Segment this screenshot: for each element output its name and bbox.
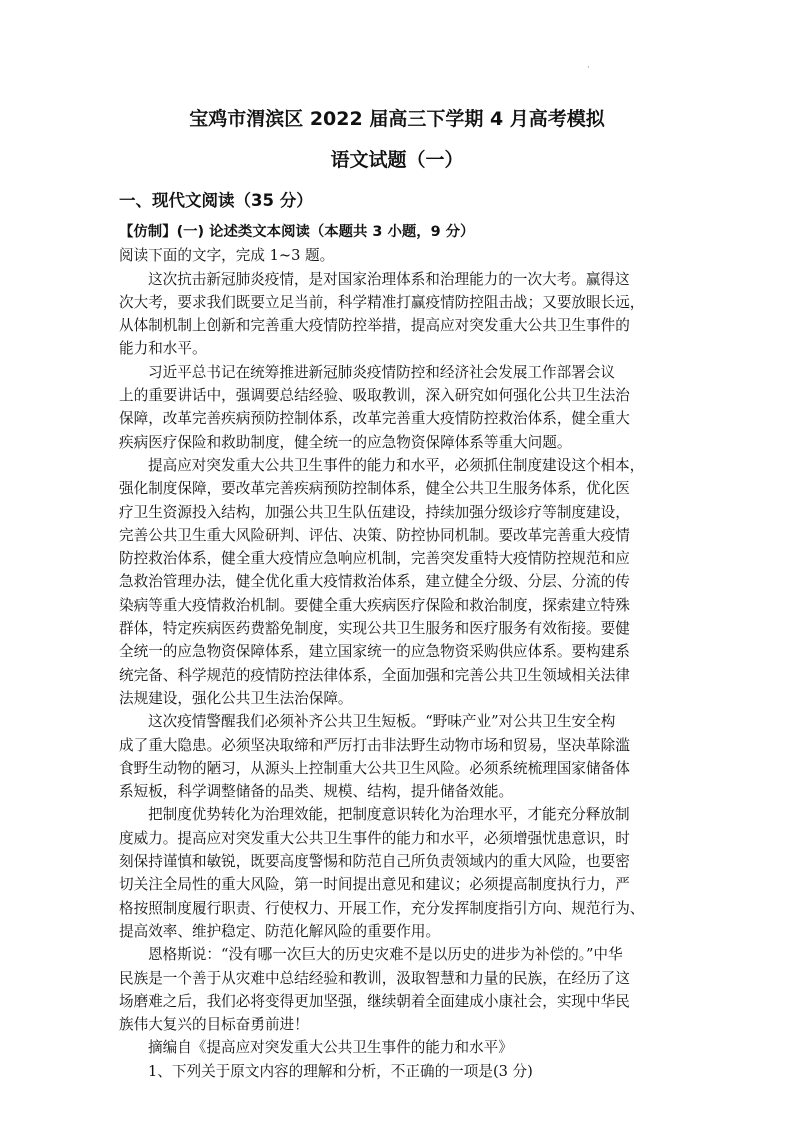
text-line: 强化制度保障，要改革完善疾病预防控制体系，健全公共卫生服务体系，优化医 <box>119 480 630 498</box>
text-line: 族伟大复兴的目标奋勇前进！ <box>119 1016 309 1034</box>
text-line: 恩格斯说：“没有哪一次巨大的历史灾难不是以历史的进步为补偿的。”中华 <box>148 946 623 964</box>
text-line: 疾病医疗保险和救助制度，健全统一的应急物资保障体系等重大问题。 <box>119 433 572 451</box>
text-line: 这次抗击新冠肺炎疫情，是对国家治理体系和治理能力的一次大考。赢得这 <box>148 270 630 288</box>
text-line: 完善公共卫生重大风险研判、评估、决策、防控协同机制。要改革完善重大疫情 <box>119 526 630 544</box>
subsection-heading: 【仿制】(一) 论述类文本阅读（本题共 3 小题，9 分） <box>119 224 475 240</box>
text-line: 防控救治体系，健全重大疫情应急响应机制，完善突发重特大疫情防控规范和应 <box>119 550 630 568</box>
text-line: 提高效率、维护稳定、防范化解风险的重要作用。 <box>119 922 441 940</box>
exam-subtitle: 语文试题（一） <box>330 149 464 171</box>
text-line: 阅读下面的文字，完成 1~3 题。 <box>119 247 335 265</box>
text-line: 刻保持谨慎和敏锐，既要高度警惕和防范自己所负责领域内的重大风险，也要密 <box>119 853 630 871</box>
text-line: 统完备、科学规范的疫情防控法律体系，全面加强和完善公共卫生领域相关法律 <box>119 666 630 684</box>
section-heading: 一、现代文阅读（35 分） <box>119 191 313 210</box>
text-line: 从体制机制上创新和完善重大疫情防控举措，提高应对突发重大公共卫生事件的 <box>119 317 630 335</box>
corner-mark: · <box>587 63 590 73</box>
text-line: 把制度优势转化为治理效能，把制度意识转化为治理水平，才能充分释放制 <box>148 806 630 824</box>
text-line: 食野生动物的陋习，从源头上控制重大公共卫生风险。必须系统梳理国家储备体 <box>119 759 630 777</box>
text-line: 度威力。提高应对突发重大公共卫生事件的能力和水平，必须增强忧患意识，时 <box>119 829 630 847</box>
text-line: 1、下列关于原文内容的理解和分析，不正确的一项是(3 分) <box>148 1062 533 1080</box>
exam-title: 宝鸡市渭滨区 2022 届高三下学期 4 月高考模拟 <box>189 108 605 130</box>
text-line: 疗卫生资源投入结构，加强公共卫生队伍建设，持续加强分级诊疗等制度建设， <box>119 503 630 521</box>
text-line: 切关注全局性的重大风险，第一时间提出意见和建议；必须提高制度执行力，严 <box>119 876 630 894</box>
text-line: 习近平总书记在统筹推进新冠肺炎疫情防控和经济社会发展工作部署会议 <box>148 363 616 381</box>
text-line: 成了重大隐患。必须坚决取缔和严厉打击非法野生动物市场和贸易，坚决革除滥 <box>119 736 630 754</box>
text-line: 保障，改革完善疾病预防控制体系，改革完善重大疫情防控救治体系，健全重大 <box>119 410 630 428</box>
text-line: 能力和水平。 <box>119 340 207 358</box>
text-line: 法规建设，强化公共卫生法治保障。 <box>119 689 353 707</box>
text-line: 摘编自《提高应对突发重大公共卫生事件的能力和水平》 <box>148 1039 513 1057</box>
text-line: 场磨难之后，我们必将变得更加坚强，继续朝着全面建成小康社会，实现中华民 <box>119 992 630 1010</box>
text-line: 提高应对突发重大公共卫生事件的能力和水平，必须抓住制度建设这个相本， <box>148 456 645 474</box>
text-line: 全统一的应急物资保障体系，建立国家统一的应急物资采购供应体系。要构建系 <box>119 643 630 661</box>
text-line: 这次疫情警醒我们必须补齐公共卫生短板。“野味产业”对公共卫生安全构 <box>148 713 616 731</box>
text-line: 群体，特定疾病医药费豁免制度，实现公共卫生服务和医疗服务有效衔接。要健 <box>119 620 630 638</box>
text-line: 次大考，要求我们既要立足当前，科学精准打赢疫情防控阻击战；又要放眼长远， <box>119 293 645 311</box>
article-body <box>119 221 679 1083</box>
text-line: 系短板，科学调整储备的品类、规模、结构，提升储备效能。 <box>119 783 514 801</box>
text-line: 染病等重大疫情救治机制。要健全重大疾病医疗保险和救治制度，探索建立特殊 <box>119 596 630 614</box>
text-line: 急救治管理办法，健全优化重大疫情救治体系，建立健全分级、分层、分流的传 <box>119 573 630 591</box>
text-line: 民族是一个善于从灾难中总结经验和教训，汲取智慧和力量的民族，在经历了这 <box>119 969 630 987</box>
text-line: 格按照制度履行职责、行使权力、开展工作，充分发挥制度指引方向、规范行为、 <box>119 899 645 917</box>
text-line: 上的重要讲话中，强调要总结经验、吸取教训，深入研究如何强化公共卫生法治 <box>119 387 630 405</box>
